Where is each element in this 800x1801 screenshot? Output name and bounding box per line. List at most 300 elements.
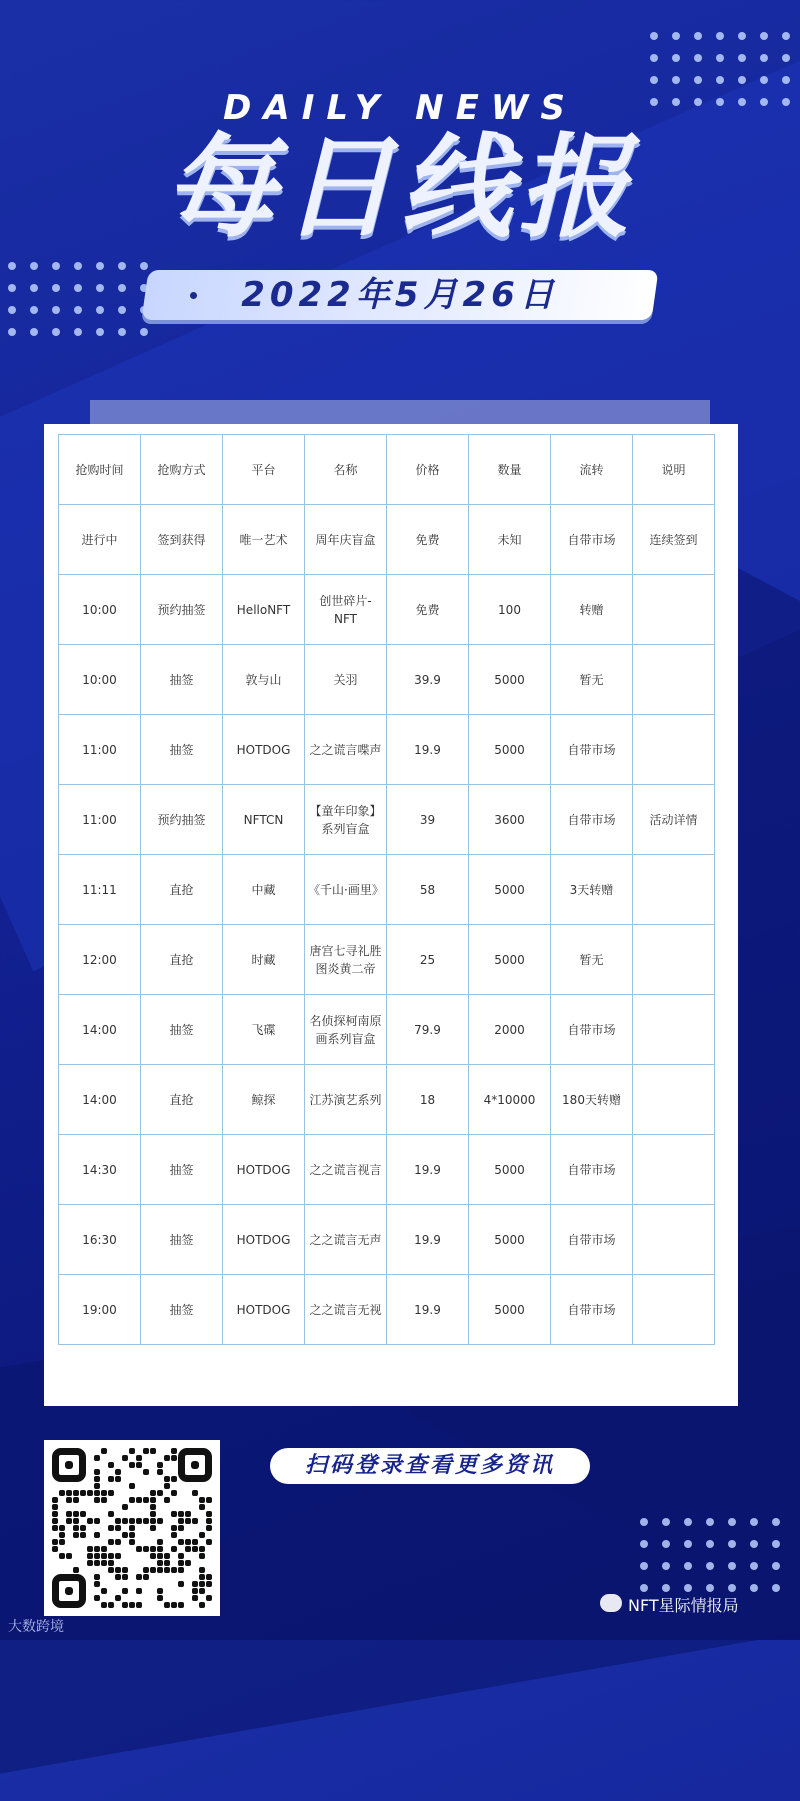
table-row <box>59 785 715 855</box>
table-row <box>59 575 715 645</box>
qr-module <box>66 1490 72 1496</box>
qr-module <box>136 1546 142 1552</box>
table-cell: 5000 <box>469 1205 551 1275</box>
qr-module <box>157 1490 163 1496</box>
qr-module <box>185 1518 191 1524</box>
table-cell: 进行中 <box>59 505 141 575</box>
qr-module <box>101 1602 107 1608</box>
dot-decoration <box>782 76 790 84</box>
qr-module <box>150 1504 156 1510</box>
table-cell <box>633 925 715 995</box>
table-cell: 免费 <box>387 575 469 645</box>
qr-module <box>178 1553 184 1559</box>
qr-module <box>129 1532 135 1538</box>
dot-decoration <box>640 1518 648 1526</box>
qr-module <box>150 1553 156 1559</box>
table-cell: HelloNFT <box>223 575 305 645</box>
qr-module <box>185 1560 191 1566</box>
qr-module <box>192 1546 198 1552</box>
qr-module <box>122 1588 128 1594</box>
table-cell: 连续签到 <box>633 505 715 575</box>
qr-module <box>199 1532 205 1538</box>
table-cell <box>633 1135 715 1205</box>
qr-module <box>94 1581 100 1587</box>
dot-decoration <box>684 1518 692 1526</box>
qr-module <box>199 1546 205 1552</box>
table-cell: 3600 <box>469 785 551 855</box>
qr-module <box>178 1511 184 1517</box>
qr-module <box>143 1448 149 1454</box>
dot-decoration <box>772 1584 780 1592</box>
table-cell: 【童年印象】系列盲盒 <box>305 785 387 855</box>
qr-module <box>157 1553 163 1559</box>
table-cell: 预约抽签 <box>141 575 223 645</box>
dot-decoration <box>640 1562 648 1570</box>
table-cell: 之之谎言无视 <box>305 1275 387 1345</box>
table-cell: 数量 <box>469 435 551 505</box>
qr-module <box>73 1490 79 1496</box>
table-cell: 100 <box>469 575 551 645</box>
qr-module <box>108 1560 114 1566</box>
table-cell: 活动详情 <box>633 785 715 855</box>
table-cell: 19:00 <box>59 1275 141 1345</box>
qr-module <box>52 1511 58 1517</box>
qr-module <box>150 1546 156 1552</box>
dot-decoration <box>52 328 60 336</box>
qr-module <box>59 1532 65 1538</box>
qr-module <box>164 1567 170 1573</box>
qr-module <box>206 1539 212 1545</box>
table-cell: 39 <box>387 785 469 855</box>
table-cell: 25 <box>387 925 469 995</box>
dot-decoration <box>728 1540 736 1548</box>
dot-decoration <box>706 1584 714 1592</box>
qr-module <box>150 1511 156 1517</box>
table-cell: 16:30 <box>59 1205 141 1275</box>
dot-decoration <box>640 1584 648 1592</box>
table-cell: 江苏演艺系列 <box>305 1065 387 1135</box>
dot-decoration <box>662 1584 670 1592</box>
dot-decoration <box>96 306 104 314</box>
qr-module <box>157 1588 163 1594</box>
dot-decoration <box>74 306 82 314</box>
qr-module <box>73 1525 79 1531</box>
qr-module <box>164 1602 170 1608</box>
qr-module <box>73 1511 79 1517</box>
qr-module <box>192 1490 198 1496</box>
dot-decoration <box>640 1540 648 1548</box>
table-cell: 11:00 <box>59 715 141 785</box>
qr-module <box>136 1497 142 1503</box>
dot-decoration <box>662 1562 670 1570</box>
table-cell: 抽签 <box>141 1205 223 1275</box>
table-cell: 5000 <box>469 855 551 925</box>
qr-module <box>94 1483 100 1489</box>
table-cell <box>633 715 715 785</box>
page-title: 每日线报 <box>164 123 636 253</box>
qr-module <box>171 1490 177 1496</box>
qr-module <box>115 1574 121 1580</box>
qr-module <box>115 1553 121 1559</box>
table-cell: 抽签 <box>141 645 223 715</box>
table-cell: 14:00 <box>59 995 141 1065</box>
qr-module <box>101 1588 107 1594</box>
table-cell: 10:00 <box>59 645 141 715</box>
dot-decoration <box>140 262 148 270</box>
dot-decoration <box>716 32 724 40</box>
qr-module <box>129 1483 135 1489</box>
dot-decoration <box>8 306 16 314</box>
qr-module <box>108 1476 114 1482</box>
qr-code[interactable] <box>44 1440 220 1616</box>
table-cell: 19.9 <box>387 715 469 785</box>
qr-module <box>122 1532 128 1538</box>
schedule-card <box>44 424 738 1406</box>
table-cell: 自带市场 <box>551 715 633 785</box>
table-cell: 创世碎片-NFT <box>305 575 387 645</box>
qr-module <box>199 1504 205 1510</box>
dot-decoration <box>716 76 724 84</box>
qr-module <box>150 1525 156 1531</box>
qr-module <box>52 1497 58 1503</box>
table-cell: 抽签 <box>141 1275 223 1345</box>
qr-module <box>136 1455 142 1461</box>
dot-decoration <box>118 284 126 292</box>
table-row <box>59 1135 715 1205</box>
qr-module <box>94 1595 100 1601</box>
table-cell: 未知 <box>469 505 551 575</box>
dot-decoration <box>30 284 38 292</box>
dot-decoration <box>8 262 16 270</box>
table-cell: 自带市场 <box>551 1205 633 1275</box>
table-cell <box>633 1275 715 1345</box>
table-row <box>59 995 715 1065</box>
qr-module <box>199 1567 205 1573</box>
table-cell: 直抢 <box>141 925 223 995</box>
dot-decoration <box>706 1540 714 1548</box>
qr-module <box>108 1490 114 1496</box>
qr-module <box>66 1518 72 1524</box>
qr-module <box>94 1476 100 1482</box>
table-row <box>59 925 715 995</box>
qr-module <box>122 1518 128 1524</box>
dot-decoration <box>760 32 768 40</box>
qr-module <box>157 1546 163 1552</box>
qr-module <box>108 1567 114 1573</box>
table-cell: 抽签 <box>141 715 223 785</box>
table-cell: 抽签 <box>141 995 223 1065</box>
qr-module <box>164 1483 170 1489</box>
qr-module <box>73 1518 79 1524</box>
table-cell: 4*10000 <box>469 1065 551 1135</box>
dot-decoration <box>662 1518 670 1526</box>
schedule-table <box>58 434 715 1345</box>
dot-decoration <box>52 262 60 270</box>
qr-module <box>52 1525 58 1531</box>
table-cell: 名称 <box>305 435 387 505</box>
dot-decoration <box>118 328 126 336</box>
qr-module <box>101 1560 107 1566</box>
dot-decoration <box>750 1540 758 1548</box>
table-cell: 抢购方式 <box>141 435 223 505</box>
table-row <box>59 505 715 575</box>
table-cell: HOTDOG <box>223 1275 305 1345</box>
qr-module <box>136 1602 142 1608</box>
dot-decoration <box>650 54 658 62</box>
qr-module <box>87 1490 93 1496</box>
table-cell: 抽签 <box>141 1135 223 1205</box>
dot-decoration <box>672 32 680 40</box>
qr-module <box>164 1497 170 1503</box>
table-cell: 飞碟 <box>223 995 305 1065</box>
qr-module <box>157 1539 163 1545</box>
dot-decoration <box>728 1518 736 1526</box>
qr-module <box>206 1595 212 1601</box>
table-cell <box>633 1205 715 1275</box>
qr-module <box>206 1581 212 1587</box>
dot-decoration <box>728 1562 736 1570</box>
qr-module <box>206 1525 212 1531</box>
account-watermark: NFT星际情报局 <box>628 1596 739 1615</box>
dot-decoration <box>650 32 658 40</box>
table-cell: 19.9 <box>387 1275 469 1345</box>
qr-module <box>122 1602 128 1608</box>
qr-module <box>59 1539 65 1545</box>
dot-decoration <box>694 54 702 62</box>
qr-module <box>206 1511 212 1517</box>
dot-decoration <box>772 1540 780 1548</box>
qr-module <box>164 1476 170 1482</box>
qr-module <box>143 1497 149 1503</box>
qr-module <box>136 1588 142 1594</box>
qr-module <box>171 1455 177 1461</box>
qr-module <box>94 1574 100 1580</box>
qr-module <box>206 1518 212 1524</box>
qr-module <box>150 1448 156 1454</box>
table-cell: 5000 <box>469 1275 551 1345</box>
dot-decoration <box>684 1584 692 1592</box>
qr-module <box>143 1546 149 1552</box>
qr-module <box>94 1455 100 1461</box>
qr-module <box>150 1490 156 1496</box>
qr-module <box>171 1525 177 1531</box>
qr-module <box>94 1532 100 1538</box>
dot-decoration <box>672 76 680 84</box>
qr-module <box>157 1567 163 1573</box>
dot-decoration <box>672 54 680 62</box>
dot-decoration <box>30 328 38 336</box>
scan-login-banner[interactable]: 扫码登录查看更多资讯 <box>270 1448 590 1484</box>
qr-module <box>66 1497 72 1503</box>
header-eyebrow: DAILY NEWS <box>223 88 577 128</box>
qr-module <box>129 1497 135 1503</box>
table-cell: 10:00 <box>59 575 141 645</box>
qr-module <box>52 1518 58 1524</box>
qr-finder-icon <box>52 1448 86 1482</box>
dot-decoration <box>52 284 60 292</box>
table-cell: 5000 <box>469 1135 551 1205</box>
table-cell: 18 <box>387 1065 469 1135</box>
qr-module <box>129 1602 135 1608</box>
dot-decoration <box>706 1518 714 1526</box>
qr-module <box>87 1560 93 1566</box>
dot-decoration <box>772 1518 780 1526</box>
qr-module <box>157 1469 163 1475</box>
qr-module <box>171 1532 177 1538</box>
qr-module <box>108 1511 114 1517</box>
qr-module <box>122 1455 128 1461</box>
qr-module <box>178 1560 184 1566</box>
table-cell: 暂无 <box>551 925 633 995</box>
qr-module <box>192 1539 198 1545</box>
table-row <box>59 1205 715 1275</box>
dot-decoration <box>650 76 658 84</box>
table-row <box>59 855 715 925</box>
dot-decoration <box>74 262 82 270</box>
table-cell: 之之谎言无声 <box>305 1205 387 1275</box>
qr-module <box>108 1462 114 1468</box>
qr-module <box>94 1490 100 1496</box>
table-cell: 流转 <box>551 435 633 505</box>
table-cell: 自带市场 <box>551 785 633 855</box>
qr-module <box>206 1497 212 1503</box>
qr-module <box>94 1553 100 1559</box>
table-cell: 14:00 <box>59 1065 141 1135</box>
dot-decoration <box>684 1562 692 1570</box>
table-cell: NFTCN <box>223 785 305 855</box>
table-header-row <box>59 435 715 505</box>
qr-module <box>143 1469 149 1475</box>
table-cell: 唐宫七寻礼胜图炎黄二帝 <box>305 925 387 995</box>
qr-module <box>122 1567 128 1573</box>
qr-module <box>157 1518 163 1524</box>
qr-module <box>199 1553 205 1559</box>
table-cell: 19.9 <box>387 1135 469 1205</box>
qr-module <box>157 1560 163 1566</box>
qr-module <box>94 1497 100 1503</box>
qr-module <box>178 1518 184 1524</box>
table-cell: 唯一艺术 <box>223 505 305 575</box>
table-row <box>59 1065 715 1135</box>
qr-module <box>199 1497 205 1503</box>
qr-module <box>66 1511 72 1517</box>
qr-module <box>129 1525 135 1531</box>
qr-module <box>52 1546 58 1552</box>
dot-decoration <box>750 1562 758 1570</box>
qr-module <box>73 1497 79 1503</box>
qr-module <box>101 1553 107 1559</box>
table-cell: 2000 <box>469 995 551 1065</box>
dot-decoration <box>30 262 38 270</box>
qr-module <box>150 1497 156 1503</box>
table-cell: 价格 <box>387 435 469 505</box>
qr-module <box>80 1490 86 1496</box>
qr-module <box>143 1518 149 1524</box>
table-cell: 19.9 <box>387 1205 469 1275</box>
table-cell: 之之谎言喋声 <box>305 715 387 785</box>
qr-module <box>129 1518 135 1524</box>
table-cell: 自带市场 <box>551 995 633 1065</box>
table-cell: 鲸探 <box>223 1065 305 1135</box>
table-cell: 180天转赠 <box>551 1065 633 1135</box>
qr-module <box>59 1525 65 1531</box>
dot-decoration <box>750 1518 758 1526</box>
dot-decoration <box>52 306 60 314</box>
qr-module <box>122 1574 128 1580</box>
table-cell: 时藏 <box>223 925 305 995</box>
qr-module <box>52 1504 58 1510</box>
table-cell <box>633 1065 715 1135</box>
table-row <box>59 1275 715 1345</box>
qr-module <box>115 1567 121 1573</box>
dot-decoration <box>782 32 790 40</box>
qr-module <box>108 1553 114 1559</box>
qr-module <box>80 1532 86 1538</box>
table-cell: 5000 <box>469 715 551 785</box>
table-cell: 预约抽签 <box>141 785 223 855</box>
qr-module <box>87 1518 93 1524</box>
qr-module <box>192 1518 198 1524</box>
dot-decoration <box>706 1562 714 1570</box>
qr-module <box>185 1539 191 1545</box>
qr-module <box>192 1581 198 1587</box>
qr-finder-icon <box>52 1574 86 1608</box>
qr-module <box>199 1602 205 1608</box>
table-cell: 说明 <box>633 435 715 505</box>
qr-module <box>171 1602 177 1608</box>
table-cell: 名侦探柯南原画系列盲盒 <box>305 995 387 1065</box>
table-cell: 平台 <box>223 435 305 505</box>
qr-module <box>129 1462 135 1468</box>
table-cell <box>633 855 715 925</box>
qr-module <box>157 1462 163 1468</box>
qr-module <box>115 1518 121 1524</box>
table-cell: 39.9 <box>387 645 469 715</box>
wechat-icon <box>600 1594 622 1612</box>
qr-module <box>115 1595 121 1601</box>
qr-module <box>115 1525 121 1531</box>
table-cell: 11:00 <box>59 785 141 855</box>
table-cell: 12:00 <box>59 925 141 995</box>
table-cell: 自带市场 <box>551 1275 633 1345</box>
qr-module <box>178 1539 184 1545</box>
qr-module <box>129 1448 135 1454</box>
table-cell: 直抢 <box>141 1065 223 1135</box>
qr-module <box>143 1567 149 1573</box>
dot-decoration <box>760 54 768 62</box>
qr-module <box>101 1490 107 1496</box>
dot-decoration <box>684 1540 692 1548</box>
table-cell <box>633 645 715 715</box>
dot-decoration <box>662 1540 670 1548</box>
dot-decoration <box>8 284 16 292</box>
qr-module <box>87 1546 93 1552</box>
table-cell: 14:30 <box>59 1135 141 1205</box>
qr-module <box>136 1518 142 1524</box>
brand-logo: 大数跨境 <box>8 1619 64 1635</box>
qr-finder-icon <box>178 1448 212 1482</box>
qr-module <box>150 1518 156 1524</box>
qr-module <box>185 1511 191 1517</box>
table-cell: HOTDOG <box>223 1205 305 1275</box>
table-cell: 自带市场 <box>551 1135 633 1205</box>
qr-module <box>94 1518 100 1524</box>
dot-decoration <box>716 54 724 62</box>
qr-module <box>52 1539 58 1545</box>
dot-decoration <box>760 76 768 84</box>
qr-module <box>59 1553 65 1559</box>
table-cell: HOTDOG <box>223 715 305 785</box>
